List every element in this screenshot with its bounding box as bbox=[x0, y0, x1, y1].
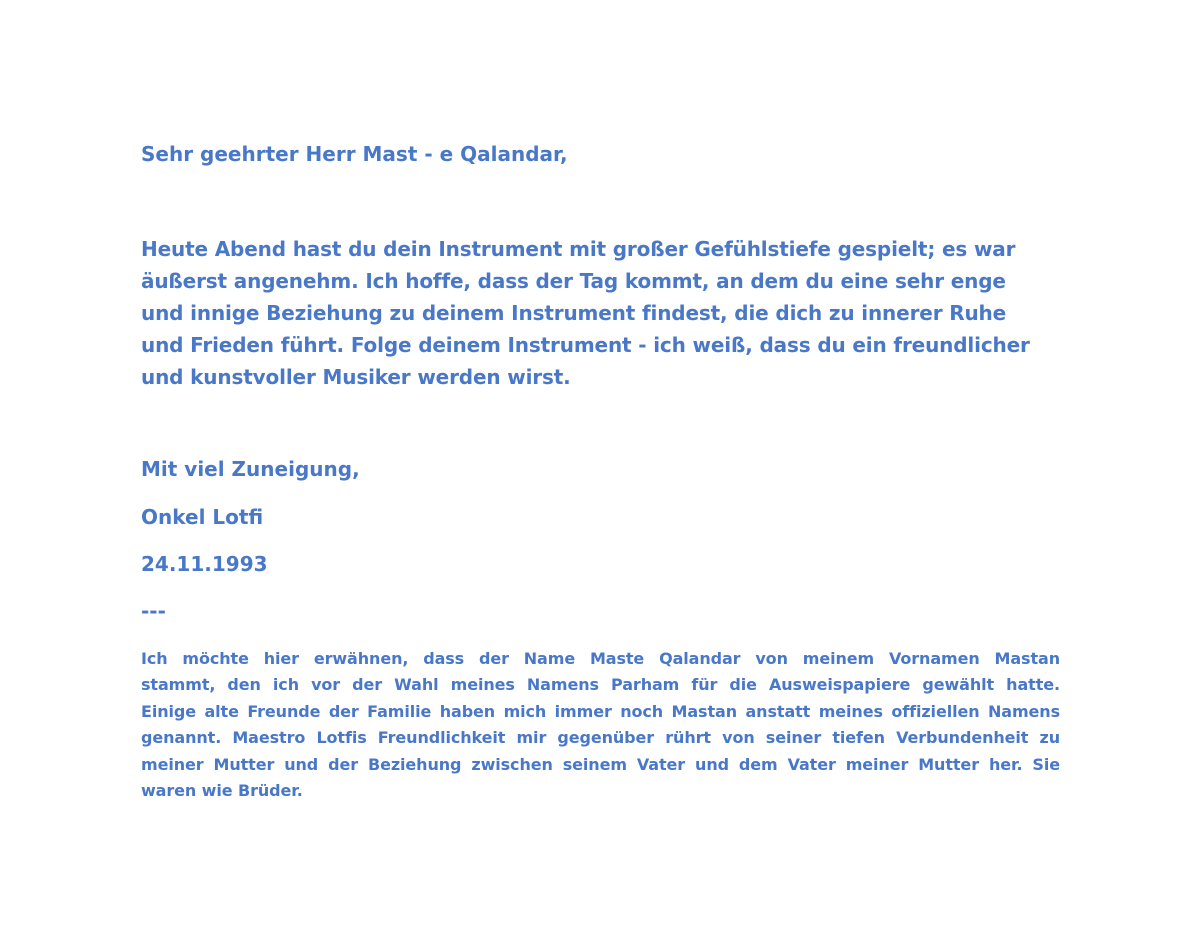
author-note-line: Ich möchte hier erwähnen, dass der Name Maste Qalandar von meinem Vornamen Mastan bbox=[141, 649, 1060, 668]
letter-body bbox=[141, 233, 1060, 393]
letter-date: 24.11.1993 bbox=[141, 552, 268, 576]
letter-body-line: und innige Beziehung zu deinem Instrument findest, die dich zu innerer Ruhe bbox=[141, 301, 1007, 325]
letter-signer: Onkel Lotfi bbox=[141, 505, 264, 529]
author-note-line: meiner Mutter und der Beziehung zwischen seinem Vater und dem Vater meiner Mutter her. Sie bbox=[141, 754, 1060, 774]
author-note bbox=[141, 646, 1060, 804]
section-separator: --- bbox=[141, 599, 166, 623]
letter-body-line: und kunstvoller Musiker werden wirst. bbox=[141, 365, 571, 389]
letter-closing: Mit viel Zuneigung, bbox=[141, 457, 360, 481]
author-note-line: genannt. Maestro Lotfis Freundlichkeit mir gegenüber rührt von seiner tiefen Verbundenheit zu bbox=[141, 728, 1060, 748]
author-note-line: Einige alte Freunde der Familie haben mich immer noch Mastan anstatt meines offiziellen Namens bbox=[141, 701, 1060, 721]
letter-salutation: Sehr geehrter Herr Mast - e Qalandar, bbox=[141, 142, 568, 166]
letter-body-line: äußerst angenehm. Ich hoffe, dass der Tag kommt, an dem du eine sehr enge bbox=[141, 269, 1006, 293]
letter-body-line: und Frieden führt. Folge deinem Instrument - ich weiß, dass du ein freundlicher bbox=[141, 333, 1030, 357]
letter-body-line: Heute Abend hast du dein Instrument mit großer Gefühlstiefe gespielt; es war bbox=[141, 237, 1016, 261]
author-note-line: stammt, den ich vor der Wahl meines Namens Parham für die Ausweispapiere gewählt hatte. bbox=[141, 675, 1060, 695]
document-page bbox=[141, 0, 1060, 932]
author-note-line: waren wie Brüder. bbox=[141, 781, 303, 801]
